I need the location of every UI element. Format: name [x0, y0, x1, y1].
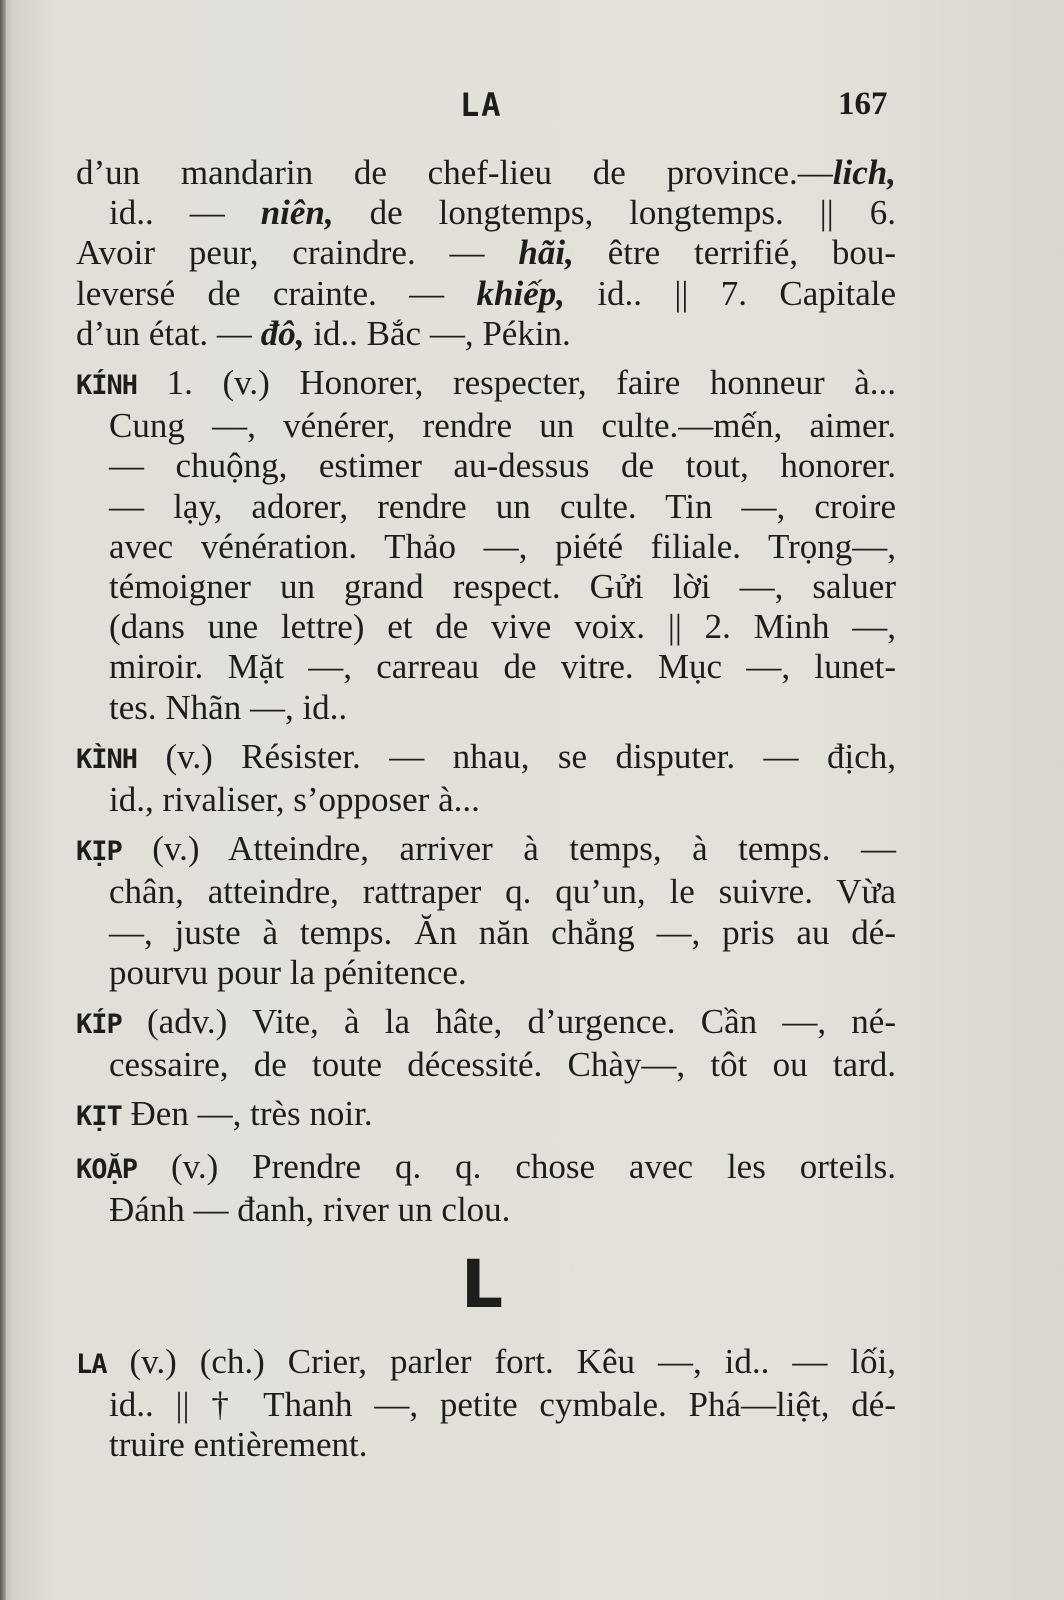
headword: LA: [76, 1349, 107, 1380]
text-line: chân, atteindre, rattraper q. qu’un, le suivre. Vừa: [109, 872, 896, 912]
entry-kinh-huyen: [76, 737, 896, 820]
text-line: — chuộng, estimer au-dessus de tout, honorer.: [109, 446, 896, 486]
headword: KỊT: [76, 1101, 122, 1133]
continuation-entry: [76, 153, 896, 354]
text-line: KỊT Đen —, très noir.: [76, 1094, 373, 1134]
headword: KỊP: [76, 836, 122, 868]
dictionary-body: [76, 153, 896, 1230]
text-line: témoigner un grand respect. Gửi lời —, saluer: [109, 567, 896, 607]
text-line: KOẶP (v.) Prendre q. q. chose avec les orteils.: [76, 1146, 897, 1186]
entry-koap: [76, 1147, 896, 1230]
entry-kip-nang: [76, 829, 896, 993]
page-header: [0, 86, 1064, 136]
text-line: miroir. Mặt —, carreau de vitre. Mục —, lunet-: [109, 647, 896, 687]
headword: KÌNH: [76, 743, 138, 775]
running-head: LA: [460, 86, 503, 124]
text-line: d’un état. — đô, id.. Bắc —, Pékin.: [76, 313, 571, 353]
text-line: tes. Nhãn —, id..: [109, 687, 348, 727]
text-line: id., rivaliser, s’opposer à...: [109, 780, 480, 820]
book-spine-edge: [0, 0, 6, 1600]
headword: KÍP: [76, 1009, 122, 1041]
text-line: (dans une lettre) et de vive voix. || 2. Minh —,: [109, 607, 896, 647]
text-line: — lạy, adorer, rendre un culte. Tin —, croire: [109, 486, 896, 526]
text-line: KÌNH (v.) Résister. — nhau, se disputer. — địch,: [76, 736, 896, 776]
entry-la: [76, 1342, 896, 1466]
text-line: avec vénération. Thảo —, piété filiale. Trọng—,: [109, 526, 896, 566]
text-line: d’un mandarin de chef-lieu de province.—lich,: [76, 153, 896, 192]
entry-kip-sac: [76, 1002, 896, 1085]
text-line: KỊP (v.) Atteindre, arriver à temps, à temps. —: [76, 829, 897, 869]
text-line: Cung —, vénérer, rendre un culte.—mến, aimer.: [109, 406, 896, 446]
text-line: Đánh — đanh, river un clou.: [109, 1189, 511, 1229]
page-number: 167: [838, 86, 888, 122]
headword: KÍNH: [76, 370, 138, 402]
text-line: LA (v.) (ch.) Crier, parler fort. Kêu —, id.. — lối,: [76, 1342, 896, 1381]
entry-kinh-sac: [76, 363, 896, 728]
entry-kit: [76, 1094, 896, 1137]
text-line: leversé de crainte. — khiếp, id.. || 7. Capitale: [76, 273, 896, 313]
text-line: cessaire, de toute décessité. Chày—, tôt ou tard.: [109, 1045, 896, 1085]
text-line: id.. — niên, de longtemps, longtemps. || 6.: [109, 193, 896, 233]
text-line: Avoir peur, craindre. — hãi, être terrifié, bou-: [76, 233, 896, 273]
text-line: —, juste à temps. Ăn năn chẳng —, pris au dé-: [109, 912, 896, 952]
text-line: id.. || † Thanh —, petite cymbale. Phá—liệt, dé-: [109, 1385, 896, 1425]
section-letter-heading: L: [460, 1246, 504, 1323]
text-line: KÍNH 1. (v.) Honorer, respecter, faire honneur à...: [76, 363, 896, 403]
text-line: KÍP (adv.) Vite, à la hâte, d’urgence. Cần —, né-: [76, 1002, 896, 1042]
headword: KOẶP: [76, 1153, 138, 1185]
text-line: truire entièrement.: [109, 1425, 368, 1465]
text-line: pourvu pour la pénitence.: [109, 952, 467, 992]
